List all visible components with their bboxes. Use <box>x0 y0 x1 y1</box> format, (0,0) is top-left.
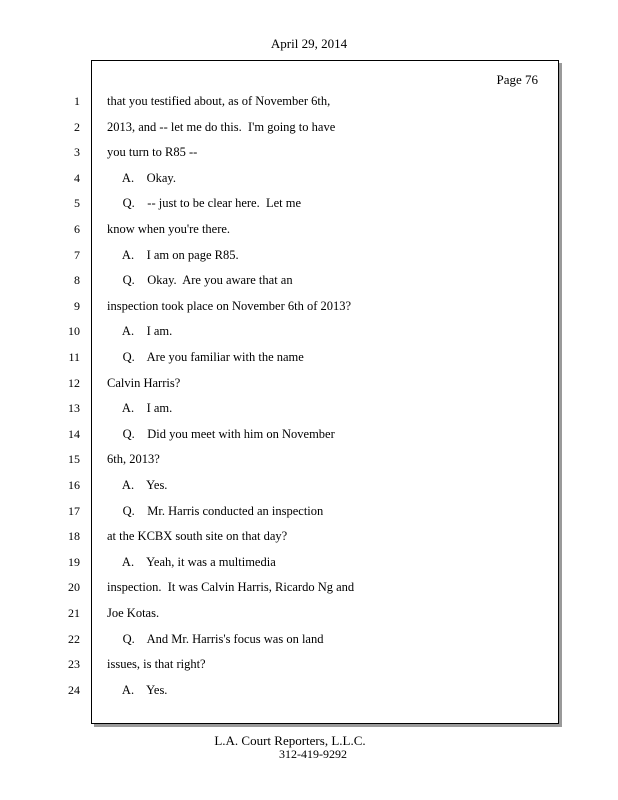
line-text: Calvin Harris? <box>107 376 181 390</box>
line-number: 19 <box>68 555 80 569</box>
line-text: Joe Kotas. <box>107 606 160 620</box>
line-text: 2013, and -- let me do this. I'm going to have <box>107 120 336 134</box>
line-number: 14 <box>68 427 80 441</box>
line-number: 11 <box>68 350 80 364</box>
line-text: Q. Okay. Are you aware that an <box>107 273 293 287</box>
line-number: 4 <box>74 171 80 185</box>
line-text: A. I am on page R85. <box>107 248 239 262</box>
line-text: you turn to R85 -- <box>107 145 198 159</box>
line-text: Q. -- just to be clear here. Let me <box>107 196 302 210</box>
footer-company: L.A. Court Reporters, L.L.C. <box>214 733 366 748</box>
line-number: 9 <box>74 299 80 313</box>
line-text: A. Yeah, it was a multimedia <box>107 555 276 569</box>
line-text: 6th, 2013? <box>107 452 160 466</box>
line-text: know when you're there. <box>107 222 231 236</box>
page-number: Page 76 <box>496 72 538 87</box>
line-number: 16 <box>68 478 80 492</box>
line-number: 7 <box>74 248 80 262</box>
line-text: A. I am. <box>107 401 173 415</box>
line-number: 24 <box>68 683 80 697</box>
line-number: 18 <box>68 529 80 543</box>
line-text: issues, is that right? <box>107 657 206 671</box>
line-text: A. Yes. <box>107 683 168 697</box>
line-number: 15 <box>68 452 80 466</box>
line-number: 3 <box>74 145 80 159</box>
line-text: A. Yes. <box>107 478 168 492</box>
line-text: that you testified about, as of November 6th, <box>107 94 331 108</box>
line-text: Q. Mr. Harris conducted an inspection <box>107 504 324 518</box>
line-text: Q. Are you familiar with the name <box>107 350 304 364</box>
line-text: at the KCBX south site on that day? <box>107 529 288 543</box>
line-number: 8 <box>74 273 80 287</box>
line-number: 23 <box>68 657 80 671</box>
line-number: 6 <box>74 222 80 236</box>
line-number: 17 <box>68 504 80 518</box>
line-number: 20 <box>68 580 80 594</box>
line-text: Q. Did you meet with him on November <box>107 427 335 441</box>
footer-phone: 312-419-9292 <box>279 747 347 761</box>
line-text: inspection. It was Calvin Harris, Ricardo Ng and <box>107 580 355 594</box>
line-number: 12 <box>68 376 80 390</box>
line-number: 13 <box>68 401 80 415</box>
line-text: A. I am. <box>107 324 173 338</box>
line-number: 5 <box>74 196 80 210</box>
line-number: 1 <box>74 94 80 108</box>
line-number: 2 <box>74 120 80 134</box>
line-number: 21 <box>68 606 80 620</box>
transcript-date: April 29, 2014 <box>270 36 348 51</box>
line-number: 22 <box>68 632 80 646</box>
line-text: Q. And Mr. Harris's focus was on land <box>107 632 324 646</box>
line-text: inspection took place on November 6th of 2013? <box>107 299 352 313</box>
line-text: A. Okay. <box>107 171 176 185</box>
line-number: 10 <box>68 324 80 338</box>
